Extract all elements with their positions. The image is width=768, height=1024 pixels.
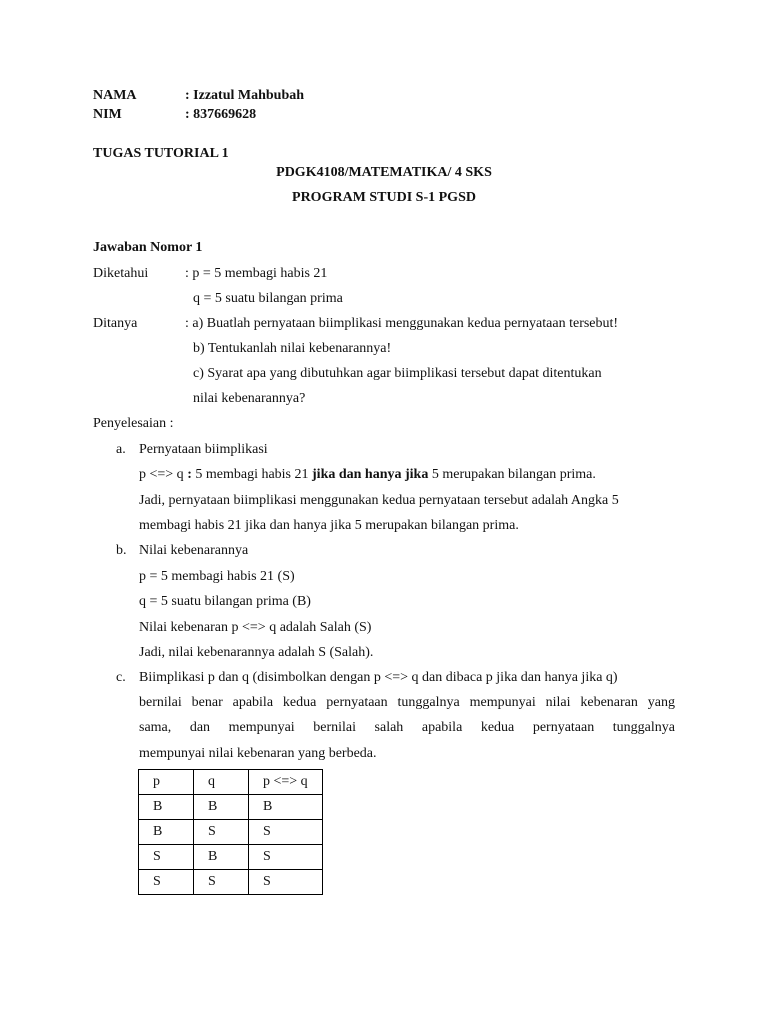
statement-suffix: 5 merupakan bilangan prima.	[428, 467, 596, 482]
nama-label: NAMA	[93, 88, 137, 103]
table-row	[139, 870, 323, 895]
tugas-title: TUGAS TUTORIAL 1	[93, 146, 229, 161]
truth-table-header-row	[139, 770, 323, 795]
table-row	[139, 845, 323, 870]
part-b-line-1: p = 5 membagi habis 21 (S)	[139, 569, 295, 584]
cell-q: S	[194, 820, 249, 845]
part-a-statement	[139, 467, 596, 483]
cell-p: B	[139, 795, 194, 820]
part-c-marker: c.	[116, 670, 126, 685]
cell-p-iff-q: S	[249, 870, 323, 895]
header-p: p	[139, 770, 194, 795]
diketahui-line-1: : p = 5 membagi habis 21	[185, 266, 328, 281]
ditanya-a: : a) Buatlah pernyataan biimplikasi menggunakan kedua pernyataan tersebut!	[185, 316, 619, 331]
part-b-line-2: q = 5 suatu bilangan prima (B)	[139, 594, 311, 609]
cell-p-iff-q: S	[249, 820, 323, 845]
ditanya-c-line-2: nilai kebenarannya?	[193, 391, 306, 406]
part-a-marker: a.	[116, 442, 126, 457]
cell-p: S	[139, 870, 194, 895]
part-c-line-2: bernilai benar apabila kedua pernyataan tunggalnya mempunyai nilai kebenaran yang	[139, 695, 675, 710]
part-c-line-1: Biimplikasi p dan q (disimbolkan dengan p <=> q dan dibaca p jika dan hanya jika q)	[139, 670, 618, 685]
part-b-title: Nilai kebenarannya	[139, 543, 249, 558]
answer-heading: Jawaban Nomor 1	[93, 240, 203, 255]
header-q: q	[194, 770, 249, 795]
part-a-conclusion-line-1: Jadi, pernyataan biimplikasi menggunakan kedua pernyataan tersebut adalah Angka 5	[139, 493, 619, 508]
table-row	[139, 820, 323, 845]
cell-p: B	[139, 820, 194, 845]
penyelesaian-label: Penyelesaian :	[93, 416, 174, 431]
diketahui-line-2: q = 5 suatu bilangan prima	[193, 291, 343, 306]
header-p-iff-q: p <=> q	[249, 770, 323, 795]
cell-p-iff-q: B	[249, 795, 323, 820]
cell-p-iff-q: S	[249, 845, 323, 870]
part-c-line-4: mempunyai nilai kebenaran yang berbeda.	[139, 746, 377, 761]
cell-q: B	[194, 845, 249, 870]
nama-value: : Izzatul Mahbubah	[185, 88, 305, 103]
truth-table	[138, 769, 323, 895]
course-title: PDGK4108/MATEMATIKA/ 4 SKS	[276, 165, 492, 180]
ditanya-b: b) Tentukanlah nilai kebenarannya!	[193, 341, 392, 356]
ditanya-label: Ditanya	[93, 316, 138, 331]
cell-p: S	[139, 845, 194, 870]
part-a-conclusion-line-2: membagi habis 21 jika dan hanya jika 5 merupakan bilangan prima.	[139, 518, 519, 533]
part-a-title: Pernyataan biimplikasi	[139, 442, 268, 457]
nim-value: : 837669628	[185, 107, 257, 122]
diketahui-label: Diketahui	[93, 266, 149, 281]
statement-colon: :	[187, 467, 192, 482]
program-title: PROGRAM STUDI S-1 PGSD	[292, 190, 476, 205]
table-row	[139, 795, 323, 820]
cell-q: B	[194, 795, 249, 820]
nim-label: NIM	[93, 107, 122, 122]
ditanya-c-line-1: c) Syarat apa yang dibutuhkan agar biimplikasi tersebut dapat ditentukan	[193, 366, 602, 381]
part-b-line-3: Nilai kebenaran p <=> q adalah Salah (S)	[139, 620, 372, 635]
part-b-marker: b.	[116, 543, 127, 558]
statement-bold-connector: jika dan hanya jika	[312, 467, 429, 482]
statement-prefix: p <=> q	[139, 467, 188, 482]
part-b-line-4: Jadi, nilai kebenarannya adalah S (Salah).	[139, 645, 374, 660]
statement-middle: 5 membagi habis 21	[191, 467, 313, 482]
part-c-line-3: sama, dan mempunyai bernilai salah apabila kedua pernyataan tunggalnya	[139, 720, 675, 735]
cell-q: S	[194, 870, 249, 895]
